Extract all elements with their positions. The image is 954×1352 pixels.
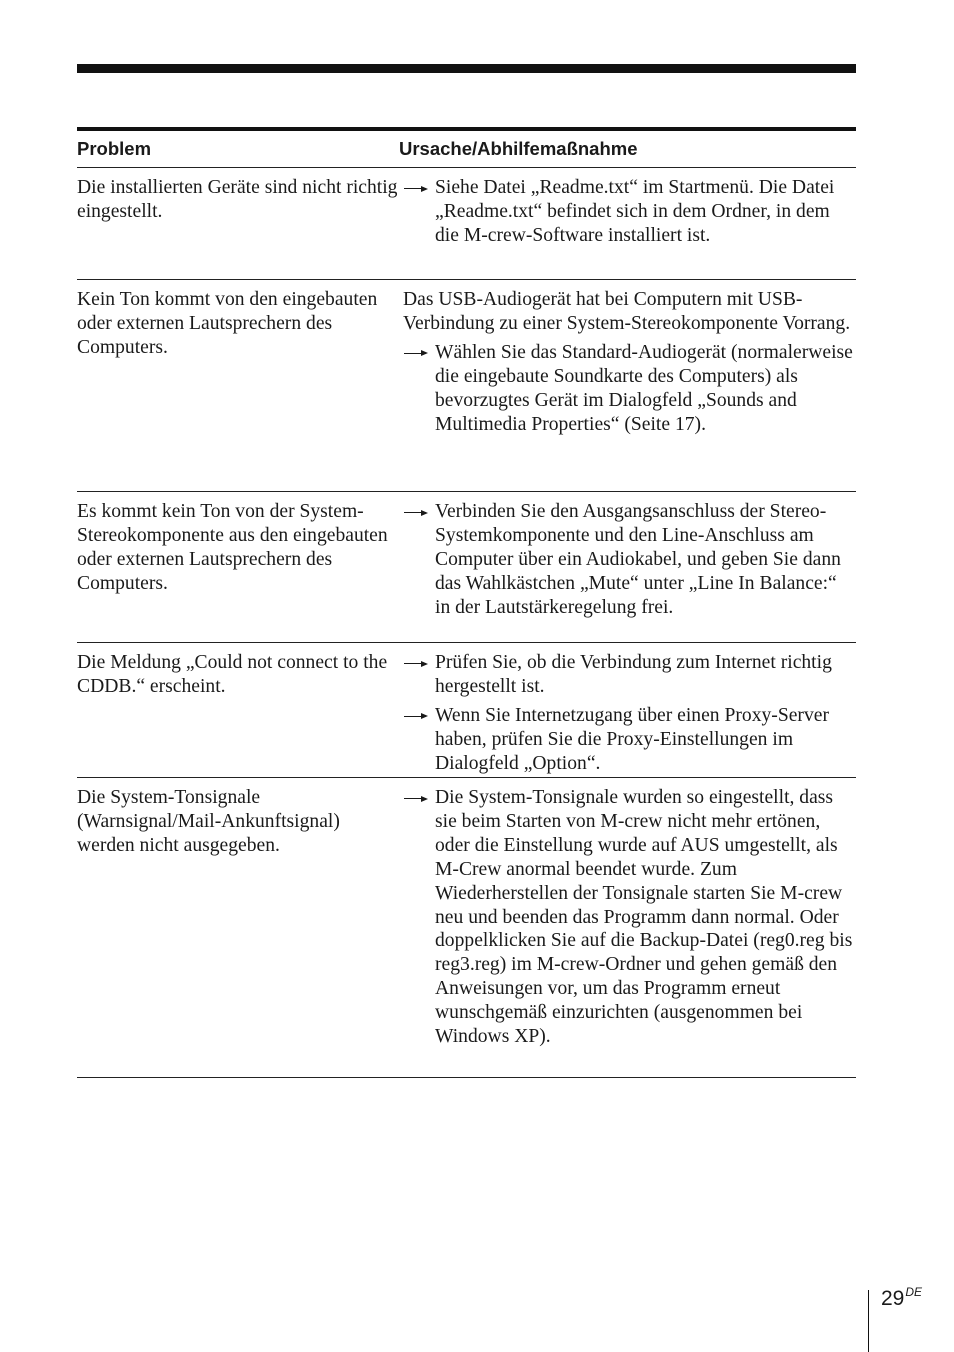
cause-cell (403, 651, 856, 777)
arrow-right-icon (403, 786, 435, 810)
arrow-right-icon (403, 176, 435, 200)
page-number-value: 29 (881, 1287, 905, 1310)
cause-cell (403, 500, 856, 642)
remedy-item (403, 651, 856, 699)
page-margin-rule (868, 1290, 869, 1352)
remedy-text: Wählen Sie das Standard-Audiogerät (normalerweise die eingebaute Soundkarte des Computers) als bevorzugtes Gerät im Dialogfeld „Sounds and Multimedia Properties“ (Seite 17). (435, 341, 853, 435)
arrow-right-icon (403, 651, 435, 675)
troubleshooting-table (77, 127, 856, 1078)
problem-cell: Es kommt kein Ton von der System-Stereokomponente aus den eingebauten oder externen Lautsprechern des Computers. (77, 501, 388, 594)
table-row (77, 168, 856, 280)
arrow-right-icon (403, 341, 435, 365)
table-row (77, 643, 856, 778)
table-row (77, 778, 856, 1078)
language-code: DE (905, 1285, 923, 1299)
cause-intro: Das USB-Audiogerät hat bei Computern mit USB-Verbindung zu einer System-Stereokomponente Vorrang. (403, 289, 851, 334)
remedy-text: Die System-Tonsignale wurden so eingestellt, dass sie beim Starten von M-crew nicht mehr ertönen, oder die Einstellung wurde auf AUS umgestellt, als M-Crew anormal beendet wurde. Zum Wiederherstellen der Tonsignale starten Sie M-crew neu und beenden das Programm dann normal. Oder doppelklicken Sie auf die Backup-Datei (reg0.reg bis reg3.reg) im M-crew-Ordner und gehen gemäß den Anweisungen vor, um das Programm erneut wunschgemäß einzurichten (ausgenommen bei Windows XP). (435, 787, 853, 1048)
table-row (77, 492, 856, 643)
header-problem: Problem (77, 138, 152, 159)
remedy-item (403, 704, 856, 776)
arrow-right-icon (403, 500, 435, 524)
table-row (77, 280, 856, 492)
remedy-text: Verbinden Sie den Ausgangsanschluss der Stereo-Systemkomponente und den Line-Anschluss am Computer über ein Audiokabel, und geben Sie dann das Wahlkästchen „Mute“ unter „Line In Balance:“ in der Lautstärkeregelung frei. (435, 501, 841, 618)
cause-cell (403, 176, 856, 279)
problem-cell: Die installierten Geräte sind nicht richtig eingestellt. (77, 177, 398, 222)
problem-cell: Die System-Tonsignale (Warnsignal/Mail-Ankunftsignal) werden nicht ausgegeben. (77, 787, 340, 856)
header-rule (77, 64, 856, 73)
remedy-item (403, 500, 856, 620)
page-number (881, 1285, 922, 1311)
cause-cell (403, 786, 856, 1077)
problem-cell: Die Meldung „Could not connect to the CDDB.“ erscheint. (77, 652, 388, 697)
cause-cell (403, 288, 856, 491)
problem-cell: Kein Ton kommt von den eingebauten oder externen Lautsprechern des Computers. (77, 289, 378, 358)
remedy-item (403, 341, 856, 437)
remedy-text: Wenn Sie Internetzugang über einen Proxy-Server haben, prüfen Sie die Proxy-Einstellungen im Dialogfeld „Option“. (435, 704, 829, 774)
arrow-right-icon (403, 704, 435, 728)
header-cause: Ursache/Abhilfemaßnahme (399, 138, 638, 159)
remedy-item (403, 176, 856, 248)
remedy-text: Prüfen Sie, ob die Verbindung zum Internet richtig hergestellt ist. (435, 652, 832, 697)
table-header (77, 131, 856, 168)
remedy-text: Siehe Datei „Readme.txt“ im Startmenü. Die Datei „Readme.txt“ befindet sich in dem Ordner, in dem die M-crew-Software installiert ist. (435, 177, 835, 246)
remedy-item (403, 786, 856, 1049)
